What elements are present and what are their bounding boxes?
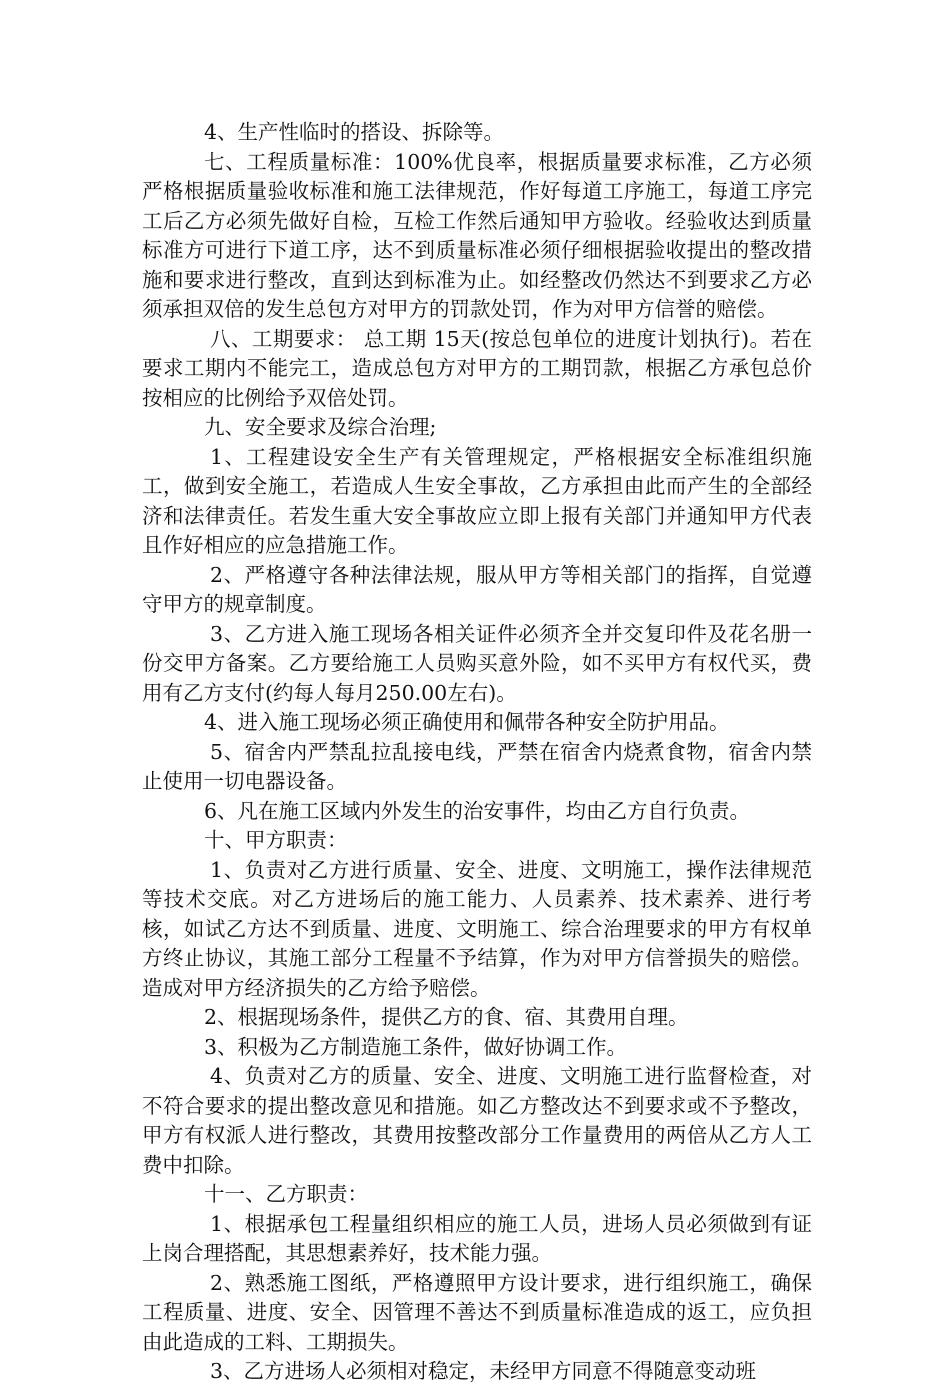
paragraph-party-a-2: 2、根据现场条件，提供乙方的食、宿、其费用自理。 [204, 1005, 689, 1029]
paragraph-safety-4: 4、进入施工现场必须正确使用和佩带各种安全防护用品。 [204, 710, 730, 734]
paragraph-quality-standard: 七、工程质量标准：100%优良率，根据质量要求标准，乙方必须严格根据质量验收标准和施工法律规范，作好每道工序施工，每道工序完工后乙方必须先做好自检，互检工作然后通知甲方验收。经验收达到质量标准方可进行下道工序，达不到质量标准必须仔细根据验收提出的整改措施和要求进行整改，直到达到标准为止。如经整改仍然达不到要求乙方必须承担双倍的发生总包方对甲方的罚款处罚，作为对甲方信誉的赔偿。 [142, 149, 812, 321]
paragraph-party-a-4: 4、负责对乙方的质量、安全、进度、文明施工进行监督检查，对不符合要求的提出整改意见和措施。如乙方整改达不到要求或不予整改，甲方有权派人进行整改，其费用按整改部分工作量费用的两倍从乙方人工费中扣除。 [142, 1064, 812, 1177]
paragraph-safety-6: 6、凡在施工区域内外发生的治安事件，均由乙方自行负责。 [204, 798, 751, 823]
paragraph-safety-2: 2、严格遵守各种法律法规，服从甲方等相关部门的指挥，自觉遵守甲方的规章制度。 [142, 562, 812, 616]
paragraph-safety-5: 5、宿舍内严禁乱拉乱接电线，严禁在宿舍内烧煮食物，宿舍内禁止使用一切电器设备。 [142, 739, 812, 793]
heading-safety-requirements: 九、安全要求及综合治理; [204, 415, 437, 439]
paragraph-schedule-requirement: 八、工期要求： 总工期 15天(按总包单位的进度计划执行)。若在要求工期内不能完工，造成总包方对甲方的工期罚款，根据乙方承包总价按相应的比例给予双倍处罚。 [142, 326, 812, 410]
paragraph-party-a-1: 1、负责对乙方进行质量、安全、进度、文明施工，操作法律规范等技术交底。对乙方进场后的施工能力、人员素养、技术素养、进行考核，如试乙方达不到质量、进度、文明施工、综合治理要求的甲方有权单方终止协议，其施工部分工程量不予结算，作为对甲方信誉损失的赔偿。造成对甲方经济损失的乙方给予赔偿。 [142, 857, 812, 1000]
paragraph-safety-3: 3、乙方进入施工现场各相关证件必须齐全并交复印件及花名册一份交甲方备案。乙方要给施工人员购买意外险，如不买甲方有权代买，费用有乙方支付(约每人每月250.00左右)。 [142, 621, 812, 705]
paragraph-item-4-temporary: 4、生产性临时的搭设、拆除等。 [204, 120, 505, 144]
paragraph-party-a-3: 3、积极为乙方制造施工条件，做好协调工作。 [204, 1034, 628, 1059]
paragraph-party-b-2: 2、熟悉施工图纸，严格遵照甲方设计要求，进行组织施工，确保工程质量、进度、安全、因管理不善达不到质量标准造成的返工，应负担由此造成的工料、工期损失。 [142, 1270, 812, 1354]
heading-party-b-duties: 十一、乙方职责： [204, 1182, 368, 1206]
paragraph-party-b-1: 1、根据承包工程量组织相应的施工人员，进场人员必须做到有证上岗合理搭配，其思想素养好，技术能力强。 [142, 1211, 812, 1265]
heading-party-a-duties: 十、甲方职责： [204, 828, 348, 852]
paragraph-party-b-3: 3、乙方进场人必须相对稳定，未经甲方同意不得随意变动班 [210, 1359, 757, 1383]
paragraph-safety-1: 1、工程建设安全生产有关管理规定，严格根据安全标准组织施工，做到安全施工，若造成人生安全事故，乙方承担由此而产生的全部经济和法律责任。若发生重大安全事故应立即上报有关部门并通知甲方代表且作好相应的应急措施工作。 [142, 444, 812, 557]
document-body [142, 118, 812, 1387]
